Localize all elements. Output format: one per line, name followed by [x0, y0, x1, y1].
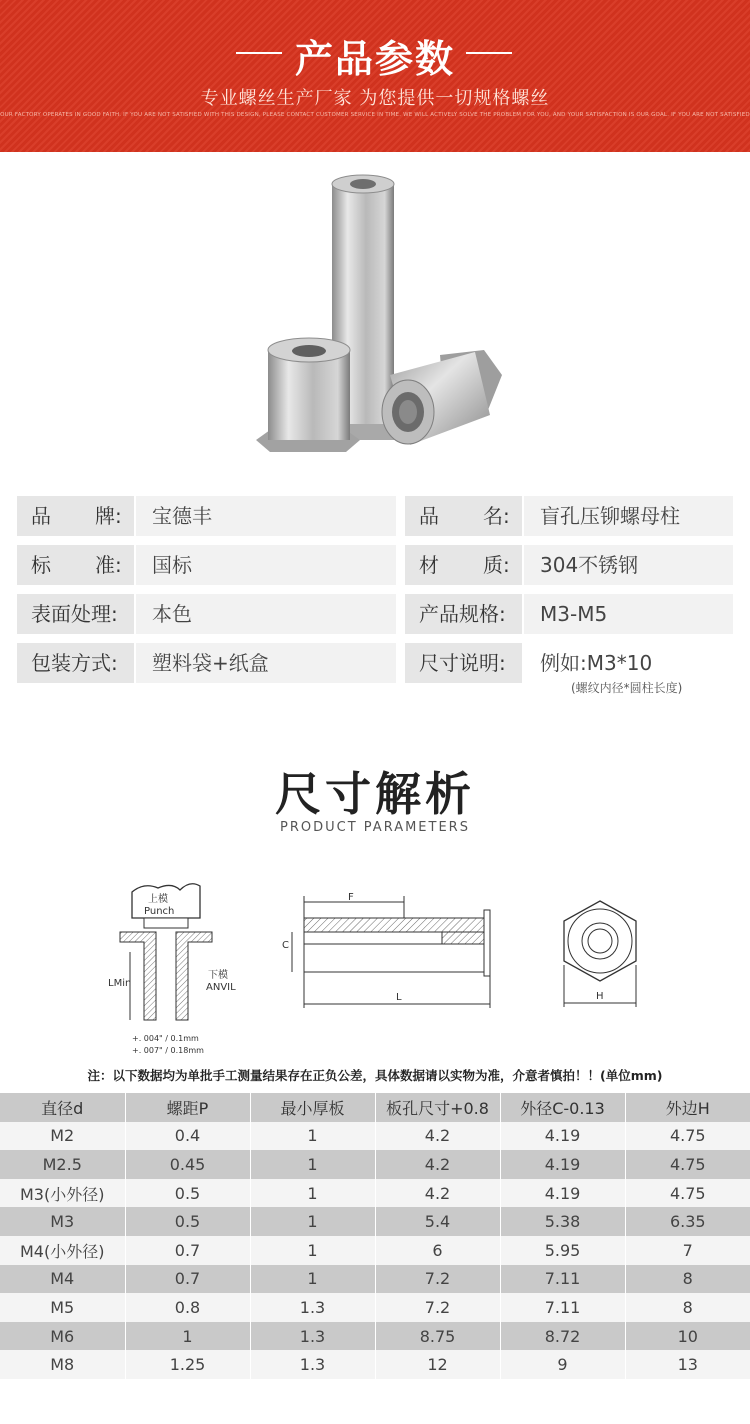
table-cell: 4.75: [625, 1179, 750, 1208]
spec-label-brand-2: 牌:: [95, 504, 122, 528]
table-row: [0, 1322, 750, 1351]
table-cell: 1.25: [125, 1350, 250, 1379]
spec-value-spec-range: M3-M5: [524, 594, 733, 634]
table-cell: 9: [500, 1350, 625, 1379]
table-cell: 7.11: [500, 1265, 625, 1294]
punch-label-cn: 上模: [148, 894, 168, 905]
table-cell: M2.5: [0, 1150, 125, 1179]
hex-view-diagram: [550, 895, 650, 1010]
spec-value-brand: 宝德丰: [136, 496, 396, 536]
measurement-notice: 注：以下数据均为单批手工测量结果存在正负公差，具体数据请以实物为准，介意者慎拍！！(单位mm): [87, 1068, 663, 1083]
table-cell: 10: [625, 1322, 750, 1351]
banner-subtitle: 专业螺丝生产厂家 为您提供一切规格螺丝: [200, 88, 550, 109]
table-row: [0, 1265, 750, 1294]
spec-row-standard: [17, 545, 396, 585]
table-cell: 1: [250, 1236, 375, 1265]
header-banner: [0, 0, 750, 152]
spec-value-material: 304不锈钢: [524, 545, 733, 585]
spec-value-size: 例如:M3*10: [524, 643, 733, 683]
spec-row-size-note: [405, 643, 733, 683]
section-diagram: [280, 888, 500, 1018]
spec-value-standard: 国标: [136, 545, 396, 585]
spec-row-surface: [17, 594, 396, 634]
col-pitch: 螺距P: [125, 1093, 250, 1122]
spec-label-material-1: 材: [419, 553, 439, 577]
product-photo: [240, 170, 520, 470]
table-cell: 4.2: [375, 1179, 500, 1208]
title-right-rule: [466, 52, 512, 54]
table-cell: 6: [375, 1236, 500, 1265]
col-outer-c: 外径C-0.13: [500, 1093, 625, 1122]
lmin-label: LMin: [108, 978, 132, 989]
banner-english-text: OUR FACTORY OPERATES IN GOOD FAITH. IF YOU ARE NOT SATISFIED WITH THIS DESIGN, PLEASE CONTACT CUSTOMER SERVICE IN TIME. WE WILL ACTIVELY SOLVE THE PROBLEM FOR YOU, AND YOUR SATISFACTION IS OUR GOAL. IF YOU ARE NOT SATISFIED: [0, 112, 750, 118]
spec-label-material-2: 质:: [483, 553, 510, 577]
table-cell: 4.75: [625, 1122, 750, 1151]
table-row: [0, 1122, 750, 1151]
table-cell: 1: [125, 1322, 250, 1351]
table-cell: M3: [0, 1207, 125, 1236]
col-min-sheet: 最小厚板: [250, 1093, 375, 1122]
table-cell: 12: [375, 1350, 500, 1379]
table-cell: 0.7: [125, 1265, 250, 1294]
table-cell: 8: [625, 1293, 750, 1322]
spec-value-product-name: 盲孔压铆螺母柱: [524, 496, 733, 536]
spec-label-size: 尺寸说明:: [419, 651, 506, 675]
spec-size-footnote: (螺纹内径*圆柱长度): [571, 681, 683, 695]
spec-row-product-name: [405, 496, 733, 536]
table-cell: 7: [625, 1236, 750, 1265]
col-outer-h: 外边H: [625, 1093, 750, 1122]
banner-title: 产品参数: [294, 37, 455, 81]
dim-c-label: C: [282, 940, 289, 951]
spec-label-surface: 表面处理:: [31, 602, 118, 626]
spec-value-packaging: 塑料袋+纸盒: [136, 643, 396, 683]
table-cell: 6.35: [625, 1207, 750, 1236]
table-cell: M4: [0, 1265, 125, 1294]
spec-label-standard-2: 准:: [95, 553, 122, 577]
table-cell: 5.38: [500, 1207, 625, 1236]
spec-value-surface: 本色: [136, 594, 396, 634]
dim-f-label: F: [348, 892, 354, 903]
table-cell: 0.8: [125, 1293, 250, 1322]
table-cell: 4.19: [500, 1179, 625, 1208]
table-cell: 7.2: [375, 1293, 500, 1322]
table-cell: 1.3: [250, 1293, 375, 1322]
spec-label-name-2: 名:: [483, 504, 510, 528]
anvil-label-en: ANVIL: [206, 982, 236, 993]
anvil-label-cn: 下模: [208, 970, 228, 981]
table-cell: M5: [0, 1293, 125, 1322]
table-cell: 0.5: [125, 1207, 250, 1236]
table-cell: 8: [625, 1265, 750, 1294]
table-cell: 1: [250, 1207, 375, 1236]
installation-diagram: [100, 880, 236, 1060]
section-subtitle: PRODUCT PARAMETERS: [280, 820, 470, 835]
table-cell: 1.3: [250, 1350, 375, 1379]
table-row: [0, 1236, 750, 1265]
spec-label-name-1: 品: [419, 504, 439, 528]
spec-row-packaging: [17, 643, 396, 683]
table-cell: M6: [0, 1322, 125, 1351]
table-cell: 4.19: [500, 1150, 625, 1179]
table-row: [0, 1293, 750, 1322]
spec-row-spec-range: [405, 594, 733, 634]
table-cell: M4(小外径): [0, 1236, 125, 1265]
table-cell: M8: [0, 1350, 125, 1379]
dimension-table: [0, 1093, 750, 1379]
table-header-row: [0, 1093, 750, 1122]
table-cell: 0.5: [125, 1179, 250, 1208]
col-hole-size: 板孔尺寸+0.8: [375, 1093, 500, 1122]
table-cell: 1: [250, 1122, 375, 1151]
table-cell: 4.75: [625, 1150, 750, 1179]
table-cell: M2: [0, 1122, 125, 1151]
spec-row-material: [405, 545, 733, 585]
table-row: [0, 1179, 750, 1208]
table-row: [0, 1350, 750, 1379]
table-cell: 0.4: [125, 1122, 250, 1151]
table-cell: 7.11: [500, 1293, 625, 1322]
table-cell: 1: [250, 1265, 375, 1294]
tolerance-2: +. 007" / 0.18mm: [132, 1046, 204, 1055]
table-cell: 1: [250, 1179, 375, 1208]
table-cell: 1: [250, 1150, 375, 1179]
table-cell: 8.72: [500, 1322, 625, 1351]
punch-label-en: Punch: [144, 906, 175, 917]
table-row: [0, 1150, 750, 1179]
col-diameter: 直径d: [0, 1093, 125, 1122]
dim-h-label: H: [596, 991, 604, 1002]
table-cell: 0.45: [125, 1150, 250, 1179]
table-cell: 4.19: [500, 1122, 625, 1151]
table-cell: 4.2: [375, 1150, 500, 1179]
spec-label-standard-1: 标: [31, 553, 51, 577]
table-cell: 0.7: [125, 1236, 250, 1265]
table-cell: 4.2: [375, 1122, 500, 1151]
table-cell: 5.4: [375, 1207, 500, 1236]
spec-label-brand-1: 品: [31, 504, 51, 528]
table-row: [0, 1207, 750, 1236]
section-title: 尺寸解析: [275, 767, 475, 821]
table-cell: 5.95: [500, 1236, 625, 1265]
tolerance-1: +. 004" / 0.1mm: [132, 1034, 199, 1043]
table-cell: 13: [625, 1350, 750, 1379]
spec-label-packaging: 包装方式:: [31, 651, 118, 675]
table-cell: 7.2: [375, 1265, 500, 1294]
table-cell: 8.75: [375, 1322, 500, 1351]
table-cell: M3(小外径): [0, 1179, 125, 1208]
spec-label-spec-range: 产品规格:: [419, 602, 506, 626]
dim-l-label: L: [396, 992, 402, 1003]
table-cell: 1.3: [250, 1322, 375, 1351]
spec-row-brand: [17, 496, 396, 536]
